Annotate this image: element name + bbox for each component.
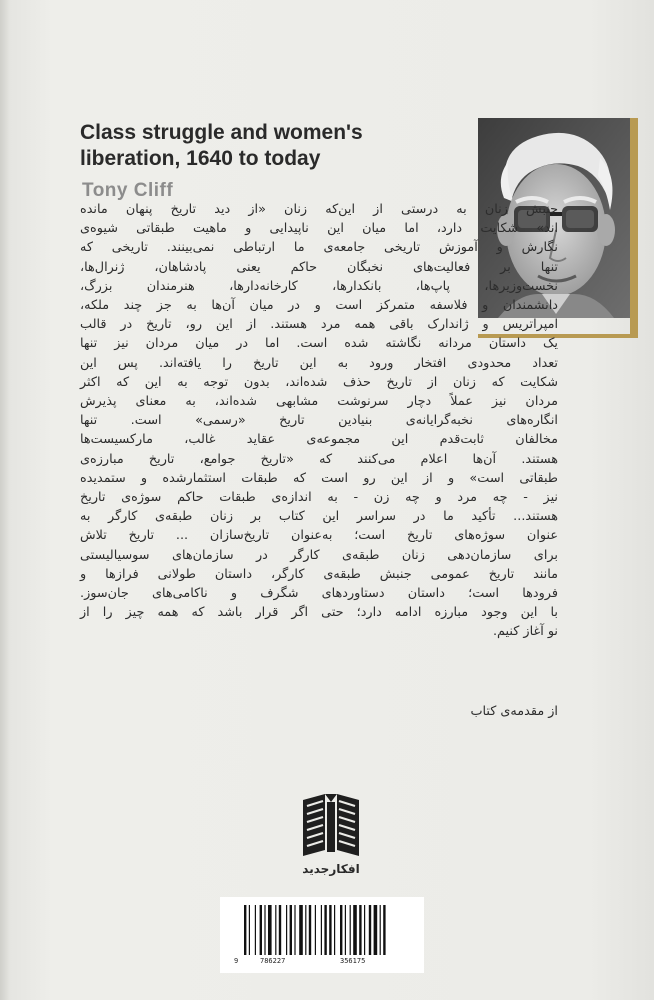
barcode-bar [286,905,287,955]
text-line: هستند... تأکید ما در سراسر این کتاب بر زنان طبقه‌ی کارگر به [80,509,558,525]
barcode [220,897,424,973]
barcode-bar [353,905,357,955]
text-line: مخالفان ثابت‌قدم این مجموعه‌ی عقاید غالب، مارکسیست‌ها [80,432,558,448]
barcode-bar [268,905,272,955]
spine-shadow [0,0,10,1000]
text-line: تنها بر فعالیت‌های نخبگان حاکم یعنی پادشاهان، ژنرال‌ها، [80,259,558,275]
barcode-bar [324,905,326,955]
barcode-bar [369,905,371,955]
barcode-bar [244,905,246,955]
text-line: نگارش و آموزش تاریخی جامعه‌ی ما ارتباطی نمی‌بینند. تاریخی که [80,240,558,256]
barcode-bar [299,905,303,955]
photo-accent-bar [630,118,638,338]
source-note: از مقدمه‌ی کتاب [470,704,558,719]
text-line: یک داستان مردانه نگاشته شده است. اما در میان مردان نیز تنها [80,336,558,352]
barcode-bar [294,905,295,955]
text-line: فرودها است؛ داستان دستاوردهای شگرف و ناکامی‌های جان‌سوز. [80,586,558,602]
barcode-bar [345,905,346,955]
barcode-bar [359,905,361,955]
book-title [80,120,460,172]
text-line: طبقاتی است» و از این رو است که طبقات استثمارشده و ستمدیده [80,470,558,486]
author-name: Tony Cliff [82,180,174,201]
text-line: تعداد محدودی افتخار ورود به این تاریخ را یافته‌اند. پس این [80,355,558,371]
barcode-bar [340,905,342,955]
barcode-bar [305,905,306,955]
text-line: مردان نیز عملاً دچار سرنوشت مشابهی شده‌اند، به معنای پذیرش [80,394,558,410]
text-line: شکایت که زنان از تاریخ حذف شده‌اند، بدون توجه به این که اکثر [80,374,558,390]
barcode-bar [264,905,265,955]
text-line: امپراتریس و ژاندارک باقی همه مرد هستند. از این رو، تاریخ در قالب [80,317,558,333]
barcode-bar [255,905,256,955]
text-line: انگاره‌های نخبه‌گرایانه‌ی بنیادین تاریخ «رسمی» است. تنها [80,413,558,429]
text-line: نیز - چه مرد و چه زن - به اندازه‌ی طبقات حاکم سوژه‌ی تاریخ [80,490,558,506]
open-book-logo-icon [297,790,365,870]
barcode-bar [321,905,322,955]
barcode-bar [374,905,378,955]
barcode-bar [309,905,311,955]
back-cover-text [80,200,558,642]
barcode-bar [290,905,292,955]
text-line: برای سازمان‌دهی زنان طبقه‌ی کارگر در سازمان‌های سوسیالیستی [80,547,558,563]
barcode-digit-group-1: 786227 [260,957,286,965]
barcode-bar [260,905,262,955]
barcode-bar [275,905,276,955]
text-line: دانشمندان و فلاسفه متمرکز است و در میان آن‌ها به جز چند ملکه، [80,298,558,314]
barcode-bar [334,905,335,955]
barcode-bar [249,905,250,955]
barcode-bar [315,905,316,955]
text-line: عنوان سوژه‌های تاریخ است؛ به‌عنوان تاریخ‌سازان ... تاریخ تلاش [80,528,558,544]
barcode-bar [380,905,381,955]
title-line-1: Class struggle and women's [80,121,363,144]
text-line: هستند. آن‌ها اعلام می‌کنند که «تاریخ جوامع، تاریخ مبارزه‌ی [80,451,558,467]
text-line: نخست‌وزیرها، پاپ‌ها، بانکدارها، کارخانه‌دارها، هنرمندان بزرگ، [80,278,558,294]
title-line-2: liberation, 1640 to today [80,147,321,170]
barcode-digit-prefix: 9 [234,957,239,965]
text-line: مانند تاریخ عمومی جنبش طبقه‌ی کارگر، داستان طولانی فرازها و [80,566,558,582]
text-line: اند» شکایت دارد، اما میان این ناپیدایی و ماهیت طبقاتی شیوه‌ی [80,221,558,237]
barcode-bar [364,905,365,955]
text-line: جنبش زنان به درستی از این‌که زنان «از دید تاریخ پنهان مانده [80,202,558,217]
barcode-bars [220,897,424,957]
barcode-digit-group-2: 356175 [340,957,366,965]
text-line: با این وجود مبارزه ادامه دارد؛ حتی اگر قرار باشد که همه چیز را از [80,605,558,621]
barcode-bar [350,905,351,955]
publisher-name: افکارجدید [302,862,360,876]
barcode-bar [279,905,281,955]
barcode-bar [329,905,331,955]
barcode-bar [383,905,385,955]
text-line: نو آغاز کنیم. [492,624,558,640]
